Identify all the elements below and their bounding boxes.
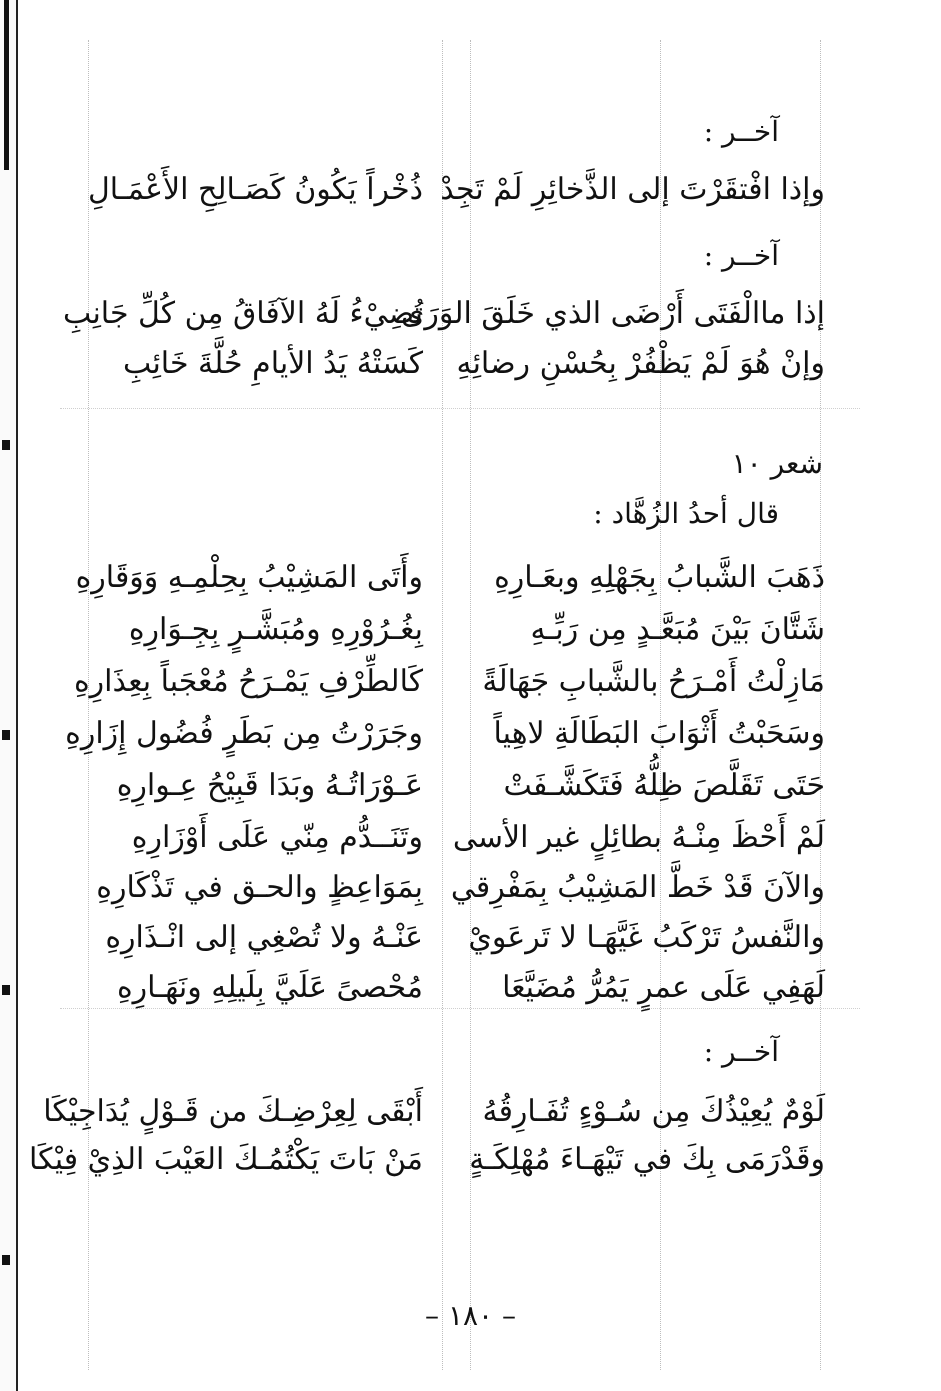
verse-right-hemistich: لَمْ أَحْظَ مِنْـهُ بطائِلٍ غير الأسى (452, 820, 825, 855)
verse-left-hemistich: كَالطِّرْفِ يَمْـرَحُ مُعْجَباً بِعِذَارِهِ (73, 664, 423, 699)
verse-left-hemistich: أَبْقَى لِعِرْضِـكَ من قَـوْلٍ يُدَاجِيْكَا (43, 1094, 423, 1129)
binding-mark (2, 730, 10, 740)
verse-right-hemistich: حَتَى تَقَلَّصَ ظِلُّهُ فَتَكَشَّـفَتْ (503, 768, 825, 803)
binding-rule (4, 0, 9, 170)
verse-left-hemistich: عَنْـهُ ولا تُصْغِي إلى انْـذَارِهِ (105, 920, 423, 955)
verse-left-hemistich: بِمَوَاعِظٍ والحـق في تَذْكَارِهِ (96, 870, 423, 905)
page-number: – ١٨٠ – (425, 1299, 516, 1332)
verse-left-hemistich: بِغُـرُوْرِهِ ومُبَشَّـرٍ بِجِـوَارِهِ (128, 612, 423, 647)
verse-right-hemistich: وإذا افْتقَرْتَ إلى الذَّخائِرِ لَمْ تَجِدْ (440, 172, 825, 207)
verse-left-hemistich: مَنْ بَاتَ يَكْتُمُـكَ العَيْبَ الذِيْ فِيْكَا (29, 1142, 423, 1177)
verse-right-hemistich: لَهَفِي عَلَى عمرٍ يَمُرُّ مُضَيَّعَا (502, 970, 825, 1005)
binding-mark (2, 440, 10, 450)
verse-right-hemistich: وسَحَبْتُ أَثْوَابَ البَطَالَةِ لاهِياً (493, 716, 825, 751)
binding-mark (2, 985, 10, 995)
verse-right-hemistich: والنَّفسُ تَرْكَبُ غَيَّهَـا لا تَرعَويْ (468, 920, 825, 955)
verse-right-hemistich: ذَهَبَ الشَّبابُ بِجَهْلِهِ وبعَـارِهِ (494, 560, 825, 595)
scan-dot-guide (442, 40, 443, 1370)
verse-left-hemistich: تُضِيْءُ لَهُ الآفَاقُ مِن كُلِّ جَانِبِ (63, 296, 423, 331)
verse-right-hemistich: إذا ماالْفَتَى أَرْضَى الذي خَلَقَ الوَرَى (400, 296, 825, 331)
verse-right-hemistich: وإنْ هُوَ لَمْ يَظْفُرْ بِحُسْنِ رضائِهِ (456, 346, 825, 381)
section-heading: آخــر : (703, 239, 779, 272)
verse-left-hemistich: مُحْصىً عَلَيَّ بِلَيلِهِ ونَهَـارِهِ (116, 970, 423, 1005)
verse-left-hemistich: ذُخْراً يَكُونُ كَصَـالِحِ الأَعْمَـالِ (88, 172, 423, 207)
verse-left-hemistich: وأَتَى المَشِيْبُ بِحِلْمِـهِ وَوَقَارِهِ (75, 560, 423, 595)
verse-left-hemistich: وتَنَــدُّم مِنّي عَلَى أَوْزَارِهِ (131, 820, 423, 855)
verse-right-hemistich: والآنَ قَدْ خَطَّ المَشِيْبُ بِمَفْرِقي (450, 870, 825, 905)
verse-right-hemistich: وقَدْرَمَى بِكَ في تَيْهَـاءَ مُهْلِكَـةٍ (469, 1142, 825, 1177)
verse-left-hemistich: وجَرَرْتُ مِن بَطَرٍ فُضُول إِزَارِهِ (65, 716, 423, 751)
verse-right-hemistich: شَتَّانَ بَيْنَ مُبَعَّـدٍ مِن رَبِّـهِ (530, 612, 825, 647)
verse-left-hemistich: كَسَتْهُ يَدُ الأيامِ حُلَّةَ خَائِبِ (123, 346, 423, 381)
scan-dot-guide (60, 408, 860, 409)
verse-right-hemistich: لَوْمٌ يُعِيْذُكَ مِن سُـوْءٍ تُفَـارِقُهُ (482, 1094, 825, 1129)
book-binding-edge (0, 0, 18, 1391)
poem-title: شعر ١٠ (731, 447, 823, 480)
verse-right-hemistich: مَازِلْتُ أَمْـرَحُ بالشَّبابِ جَهَالَةً (482, 664, 825, 699)
poem-subtitle: قال أحدُ الزُهَّاد : (593, 497, 779, 530)
section-heading: آخــر : (703, 1035, 779, 1068)
verse-left-hemistich: عَـوْرَاتُـهُ وبَدَا قَبِيْحُ عِـوارِهِ (116, 768, 423, 803)
scan-dot-guide (60, 1008, 860, 1009)
binding-mark (2, 1255, 10, 1265)
section-heading: آخــر : (703, 115, 779, 148)
